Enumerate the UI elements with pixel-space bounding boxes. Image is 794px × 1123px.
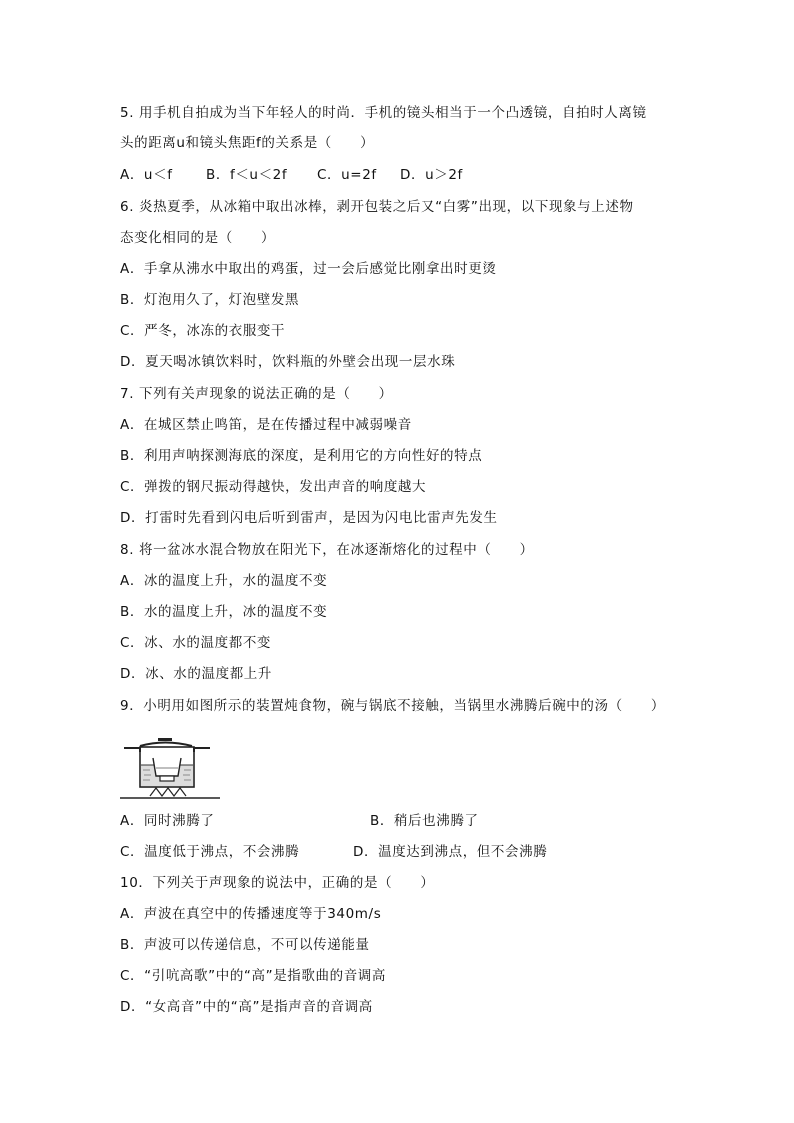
q8-stem: 8. 将一盆冰水混合物放在阳光下，在冰逐渐熔化的过程中（ ） (120, 542, 534, 558)
handle-right (194, 748, 210, 752)
cooking-pot-diagram (120, 738, 220, 800)
q6-stem-line-2: 态变化相同的是（ ） (120, 230, 276, 246)
q5-option-d: D．u＞2f (400, 167, 463, 183)
q10-option-d: D．“女高音”中的“高”是指声音的音调高 (120, 999, 373, 1015)
q10-option-b: B．声波可以传递信息，不可以传递能量 (120, 937, 370, 953)
q10-option-c: C．“引吭高歌”中的“高”是指歌曲的音调高 (120, 968, 387, 984)
q5-stem-line-1: 5. 用手机自拍成为当下年轻人的时尚．手机的镜头相当于一个凸透镜，自拍时人离镜 (120, 105, 647, 121)
q6-option-b: B．灯泡用久了，灯泡壁发黑 (120, 292, 300, 308)
q6-option-a: A．手拿从沸水中取出的鸡蛋，过一会后感觉比刚拿出时更烫 (120, 261, 497, 277)
q5-stem-line-2: 头的距离u和镜头焦距f的关系是（ ） (120, 135, 375, 151)
q6-stem-line-1: 6. 炎热夏季，从冰箱中取出冰棒，剥开包装之后又“白雾”出现，以下现象与上述物 (120, 199, 634, 215)
pot-diagram-svg (120, 738, 220, 800)
q6-option-c: C．严冬，冰冻的衣服变干 (120, 323, 286, 339)
q9-stem: 9．小明用如图所示的装置炖食物，碗与锅底不接触，当锅里水沸腾后碗中的汤（ ） (120, 698, 665, 714)
q5-option-a: A．u＜f (120, 167, 173, 183)
q7-option-a: A．在城区禁止鸣笛，是在传播过程中减弱噪音 (120, 417, 412, 433)
flame-icon (150, 788, 186, 796)
q7-option-b: B．利用声呐探测海底的深度，是利用它的方向性好的特点 (120, 448, 483, 464)
q9-option-c: C．温度低于沸点，不会沸腾 (120, 844, 300, 860)
q6-option-d: D．夏天喝冰镇饮料时，饮料瓶的外壁会出现一层水珠 (120, 354, 456, 370)
lid (140, 743, 192, 747)
bowl (153, 758, 181, 776)
q7-option-d: D．打雷时先看到闪电后听到雷声，是因为闪电比雷声先发生 (120, 510, 498, 526)
q7-option-c: C．弹拨的钢尺振动得越快，发出声音的响度越大 (120, 479, 427, 495)
q7-stem: 7. 下列有关声现象的说法正确的是（ ） (120, 386, 393, 402)
bowl-stand (160, 776, 174, 781)
q10-stem: 10．下列关于声现象的说法中，正确的是（ ） (120, 875, 435, 891)
q10-option-a: A．声波在真空中的传播速度等于340m/s (120, 906, 382, 922)
q8-option-a: A．冰的温度上升，水的温度不变 (120, 573, 328, 589)
q9-option-a: A．同时沸腾了 (120, 813, 215, 829)
q5-option-c: C．u=2f (317, 167, 377, 183)
q8-option-d: D．冰、水的温度都上升 (120, 666, 272, 682)
q5-option-b: B．f＜u＜2f (206, 167, 288, 183)
q8-option-c: C．冰、水的温度都不变 (120, 635, 272, 651)
q8-option-b: B．水的温度上升，冰的温度不变 (120, 604, 328, 620)
lid-knob (158, 738, 172, 741)
q9-option-b: B．稍后也沸腾了 (370, 813, 479, 829)
q9-option-d: D．温度达到沸点，但不会沸腾 (353, 844, 548, 860)
handle-left (124, 748, 140, 752)
